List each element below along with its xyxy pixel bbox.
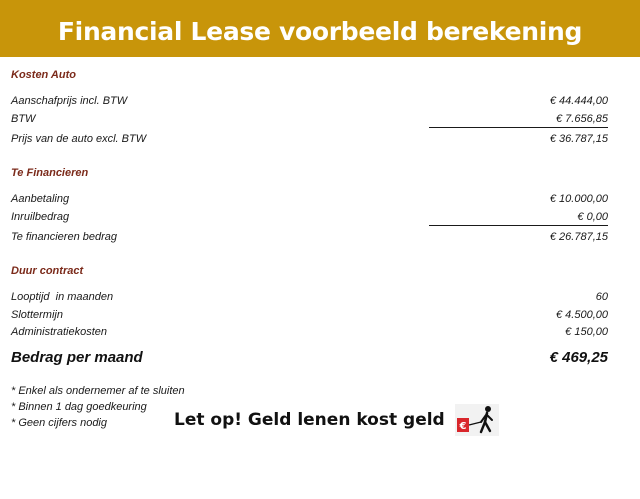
section-title-kosten-auto: Kosten Auto [11,69,76,81]
svg-text:€: € [459,421,467,432]
row-value: € 36.787,15 [549,132,608,145]
row-label: Aanbetaling [11,192,70,205]
subtotal-rule [429,127,608,128]
row-label: Looptijd in maanden [11,290,114,303]
note-item: * Binnen 1 dag goedkeuring [11,401,147,413]
warning-text: Let op! Geld lenen kost geld [174,410,445,430]
subtotal-rule [429,225,608,226]
section-title-duur-contract: Duur contract [11,265,84,277]
row-value: 60 [595,290,608,303]
row-label: Te financieren bedrag [11,230,118,243]
row-value: € 0,00 [577,210,608,223]
total-value: € 469,25 [549,349,608,366]
row-btw [11,110,608,127]
row-label: Aanschafprijs incl. BTW [11,94,128,107]
note-item: * Geen cijfers nodig [11,417,107,429]
row-value: € 150,00 [565,325,608,338]
row-label: Prijs van de auto excl. BTW [11,132,147,145]
row-label: Administratiekosten [11,325,107,338]
row-slottermijn [11,306,608,323]
page-header [0,0,640,57]
row-value: € 26.787,15 [549,230,608,243]
row-administratiekosten [11,323,608,340]
row-value: € 4.500,00 [556,308,608,321]
row-prijs-excl-btw [11,130,608,147]
page-title: Financial Lease voorbeeld berekening [57,17,583,46]
section-title-te-financieren: Te Financieren [11,167,89,179]
note-item: * Enkel als ondernemer af te sluiten [11,385,185,397]
row-value: € 7.656,85 [556,112,608,125]
row-label: Slottermijn [11,308,63,321]
total-label: Bedrag per maand [11,349,143,366]
row-te-financieren-bedrag [11,228,608,245]
total-row [11,349,608,366]
row-label: Inruilbedrag [11,210,70,223]
row-looptijd [11,288,608,305]
row-value: € 44.444,00 [549,94,608,107]
row-value: € 10.000,00 [549,192,608,205]
row-label: BTW [11,112,36,125]
footer-warning [174,404,499,436]
row-aanschafprijs [11,92,608,109]
row-inruilbedrag [11,208,608,225]
row-aanbetaling [11,190,608,207]
walking-person-euro-icon [455,404,499,436]
